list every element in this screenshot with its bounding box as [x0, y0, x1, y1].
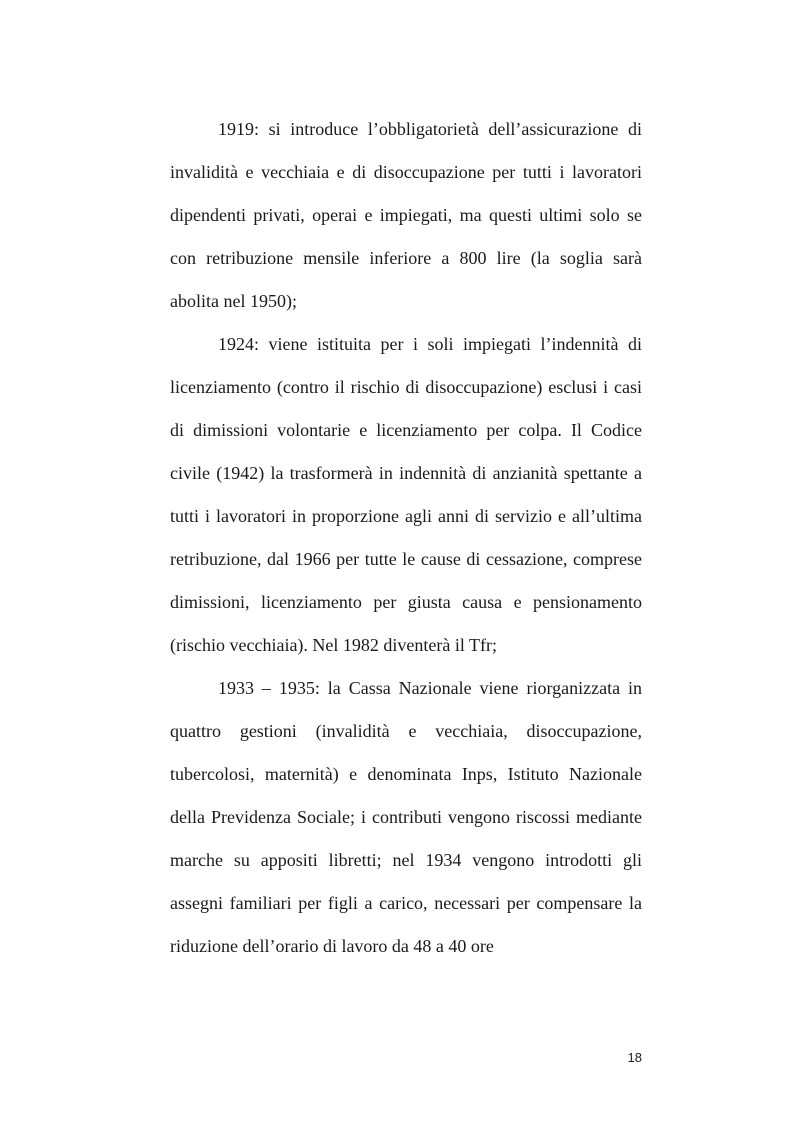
- body-text: [170, 108, 642, 968]
- paragraph-1924: 1924: viene istituita per i soli impiegati l’indennità di licenziamento (contro il rischio di disoccupazione) esclusi i casi di dimissioni volontarie e licenziamento per colpa. Il Codice civile (1942) la trasformerà in indennità di anzianità spettante a tutti i lavoratori in proporzione agli anni di servizio e all’ultima retribuzione, dal 1966 per tutte le cause di cessazione, comprese dimissioni, licenziamento per giusta causa e pensionamento (rischio vecchiaia). Nel 1982 diventerà il Tfr;: [170, 334, 642, 655]
- page-number: 18: [627, 1050, 642, 1065]
- paragraph-1919: 1919: si introduce l’obbligatorietà dell’assicurazione di invalidità e vecchiaia e di disoccupazione per tutti i lavoratori dipendenti privati, operai e impiegati, ma questi ultimi solo se con retribuzione mensile inferiore a 800 lire (la soglia sarà abolita nel 1950);: [170, 119, 642, 311]
- paragraph-1933-1935: 1933 – 1935: la Cassa Nazionale viene riorganizzata in quattro gestioni (invalidità e vecchiaia, disoccupazione, tubercolosi, maternità) e denominata Inps, Istituto Nazionale della Previdenza Sociale; i contributi vengono riscossi mediante marche su appositi libretti; nel 1934 vengono introdotti gli assegni familiari per figli a carico, necessari per compensare la riduzione dell’orario di lavoro da 48 a 40 ore: [170, 678, 642, 956]
